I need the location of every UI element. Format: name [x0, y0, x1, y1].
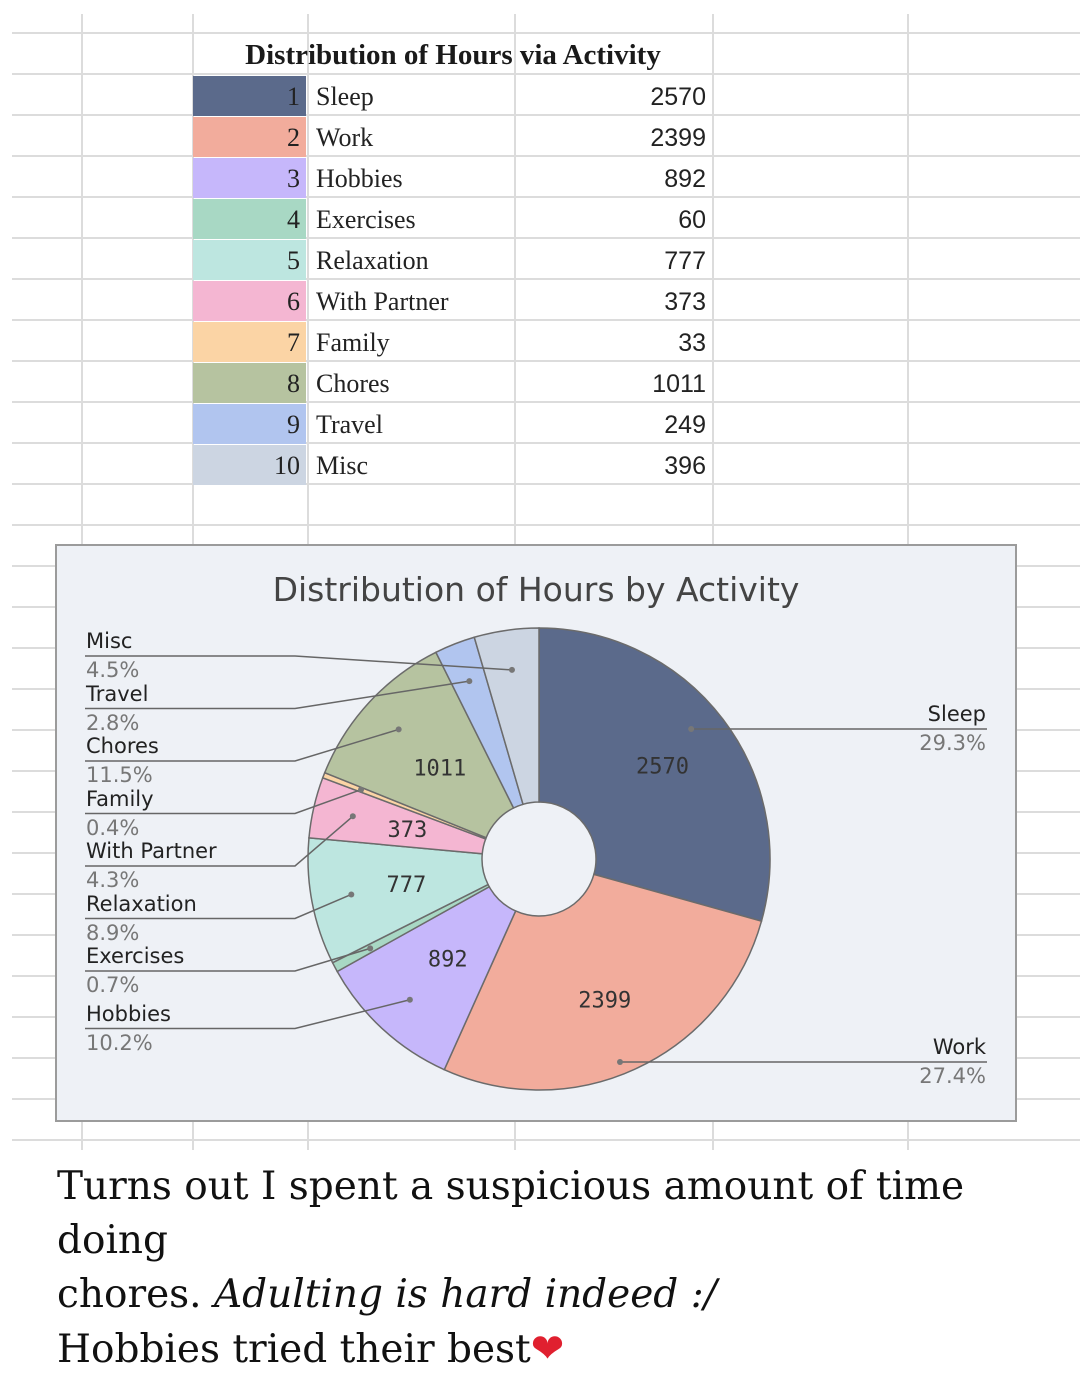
leader-dot [509, 667, 515, 673]
row-rank: 3 [193, 158, 306, 198]
row-hours: 892 [664, 165, 706, 193]
outside-label-percent: 0.7% [86, 973, 140, 997]
row-activity: Travel [316, 410, 383, 439]
outside-label-name: With Partner [86, 839, 217, 863]
table-row [193, 240, 715, 281]
row-hours: 373 [664, 288, 706, 316]
row-activity: Misc [316, 451, 368, 480]
leader-dot [367, 945, 373, 951]
row-rank: 9 [193, 404, 306, 444]
leader-dot [688, 726, 694, 732]
row-rank: 5 [193, 240, 306, 280]
leader-dot [348, 891, 354, 897]
caption-line-2-italic: Adulting is hard indeed :/ [213, 1272, 717, 1317]
leader-dot [617, 1059, 623, 1065]
outside-label-percent: 4.3% [86, 868, 140, 892]
table-row [193, 199, 715, 240]
value-label-hobbies: 892 [427, 947, 468, 973]
table-title: Distribution of Hours via Activity [245, 39, 661, 71]
table-row [193, 76, 715, 117]
row-activity: Relaxation [316, 246, 429, 275]
row-hours: 33 [678, 329, 706, 357]
row-activity: Work [316, 123, 374, 152]
row-hours: 2570 [650, 83, 706, 111]
caption-line-1: Turns out I spent a suspicious amount of time doing [57, 1164, 965, 1263]
table-row [193, 117, 715, 158]
row-hours: 1011 [652, 370, 706, 398]
table-row [193, 158, 715, 199]
row-activity: Exercises [316, 205, 416, 234]
outside-label-percent: 2.8% [86, 710, 140, 735]
row-activity: Family [316, 328, 390, 357]
row-activity: Sleep [316, 82, 374, 111]
table-row [193, 404, 715, 445]
leader-dot [350, 813, 356, 819]
value-label-work: 2399 [578, 988, 632, 1014]
donut-chart [57, 546, 1017, 1122]
outside-label-name: Exercises [86, 944, 185, 968]
outside-label-name: Sleep [927, 702, 986, 726]
table-row [193, 281, 715, 322]
chart-title: Distribution of Hours by Activity [272, 570, 800, 609]
outside-label-percent: 0.4% [86, 815, 140, 840]
row-rank: 4 [193, 199, 306, 239]
row-rank: 7 [193, 322, 306, 362]
outside-label-percent: 11.5% [86, 763, 153, 787]
activity-table [193, 76, 715, 486]
row-hours: 249 [664, 411, 706, 439]
value-label-sleep: 2570 [635, 754, 689, 780]
outside-label-name: Hobbies [86, 1001, 171, 1026]
caption [57, 1160, 1057, 1377]
row-rank: 6 [193, 281, 306, 321]
table-row [193, 445, 715, 486]
outside-label-name: Travel [86, 681, 149, 706]
leader-dot [466, 678, 472, 684]
value-label-relaxation: 777 [386, 873, 427, 899]
row-activity: Hobbies [316, 164, 403, 193]
row-hours: 396 [664, 452, 706, 480]
table-row [193, 322, 715, 363]
value-label-with-partner: 373 [387, 817, 428, 843]
row-rank: 2 [193, 117, 306, 157]
outside-label-percent: 8.9% [86, 920, 140, 945]
value-label-chores: 1011 [413, 756, 467, 782]
caption-line-2 [57, 1268, 1057, 1322]
outside-label-percent: 27.4% [919, 1064, 986, 1088]
leader-dot [396, 726, 402, 732]
row-rank: 8 [193, 363, 306, 403]
row-hours: 60 [678, 206, 706, 234]
table-row [193, 363, 715, 404]
row-activity: With Partner [316, 287, 449, 316]
heart-icon: ❤ [530, 1326, 565, 1372]
row-rank: 1 [193, 76, 306, 116]
outside-label-percent: 4.5% [86, 658, 140, 682]
chart-panel [55, 544, 1017, 1122]
row-activity: Chores [316, 369, 390, 398]
caption-line-2-plain: chores. [57, 1272, 214, 1317]
leader-dot [407, 997, 413, 1003]
outside-label-percent: 10.2% [86, 1030, 153, 1055]
row-hours: 777 [664, 247, 706, 275]
row-hours: 2399 [650, 124, 706, 152]
outside-label-name: Work [932, 1035, 986, 1059]
outside-label-name: Chores [86, 734, 159, 758]
row-rank: 10 [193, 445, 306, 485]
caption-line-3-text: Hobbies tried their best [57, 1327, 531, 1372]
outside-label-name: Family [86, 786, 154, 811]
leader-dot [358, 787, 364, 793]
outside-label-percent: 29.3% [919, 731, 986, 755]
outside-label-name: Relaxation [86, 891, 197, 916]
outside-label-name: Misc [86, 629, 133, 653]
